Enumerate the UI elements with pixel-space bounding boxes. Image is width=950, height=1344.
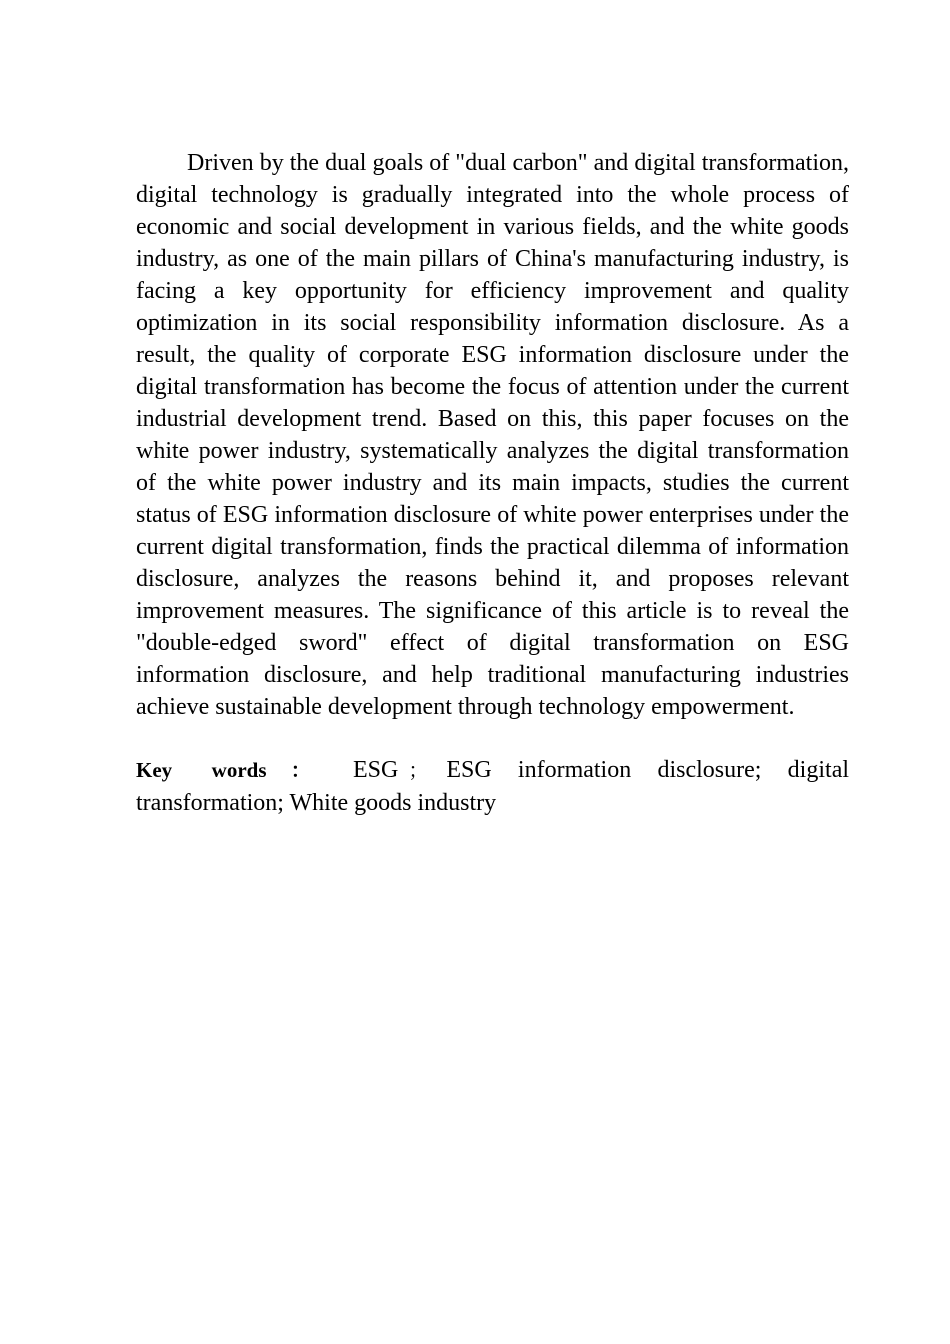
- keywords-label: Key words: [136, 758, 267, 782]
- keywords-list: ESG information disclosure; digital transformation; White goods industry: [136, 757, 850, 816]
- keyword-esg: ESG: [352, 757, 399, 783]
- keywords-paragraph: [136, 754, 849, 819]
- abstract-paragraph: Driven by the dual goals of "dual carbon" and digital transformation, digital technology is gradually integrated into the whole process of economic and social development in various fields, and the white goods industry, as one of the main pillars of China's manufacturing industry, is facing a key opportunity for efficiency improvement and quality optimization in its social responsibility information disclosure. As a result, the quality of corporate ESG information disclosure under the digital transformation has become the focus of attention under the current industrial development trend. Based on this, this paper focuses on the white power industry, systematically analyzes the digital transformation of the white power industry and its main impacts, studies the current status of ESG information disclosure of white power enterprises under the current digital transformation, finds the practical dilemma of information disclosure, analyzes the reasons behind it, and proposes relevant improvement measures. The significance of this article is to reveal the "double-edged sword" effect of digital transformation on ESG information disclosure, and help traditional manufacturing industries achieve sustainable development through technology empowerment.: [136, 150, 849, 720]
- keywords-label-separator: ：: [270, 760, 331, 782]
- document-content: [136, 147, 849, 819]
- keyword-separator: ；: [408, 760, 429, 782]
